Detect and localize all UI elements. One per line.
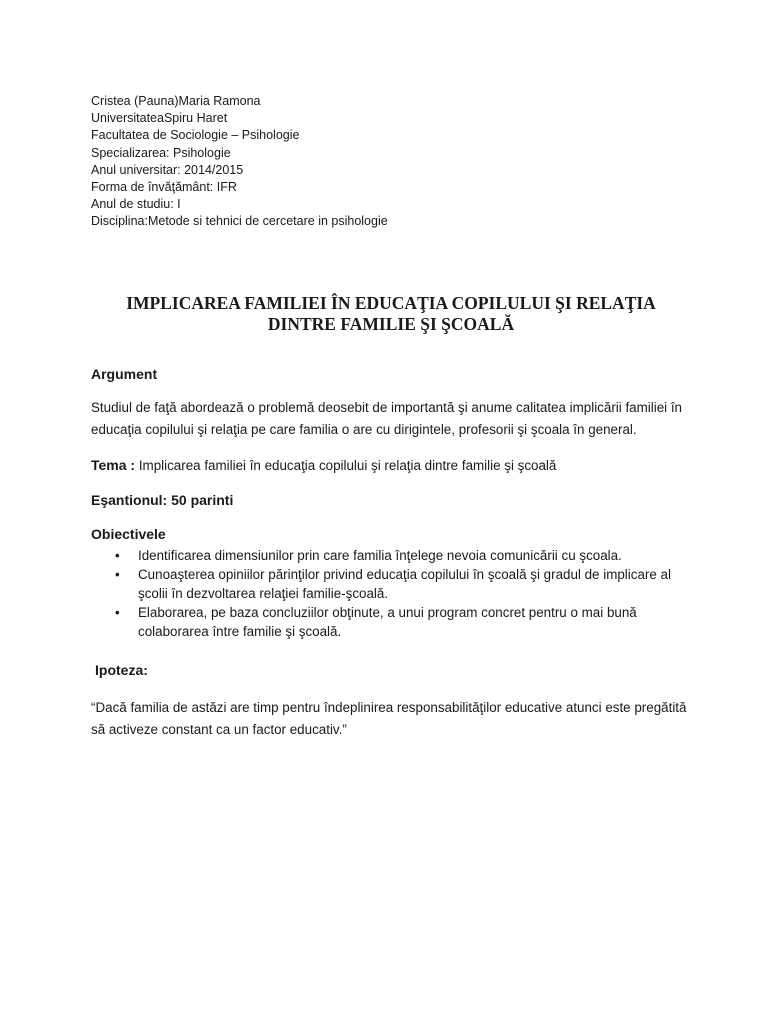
education-form: Forma de învăţământ: IFR bbox=[91, 180, 237, 195]
academic-year: Anul universitar: 2014/2015 bbox=[91, 162, 244, 177]
objectives-list bbox=[91, 546, 691, 641]
argument-text: Studiul de faţă abordează o problemă deosebit de importantă şi anume calitatea implicării familiei în educaţia copilului şi relaţia pe care familia o are cu dirigintele, profesorii şi şcoala în general. bbox=[91, 399, 683, 438]
hypothesis-heading: Ipoteza: bbox=[95, 661, 148, 678]
argument-heading: Argument bbox=[91, 365, 158, 382]
faculty: Facultatea de Sociologie – Psihologie bbox=[91, 128, 300, 143]
objective-text: Identificarea dimensiunilor prin care familia înţelege nevoia comunicării cu şcoala. bbox=[138, 547, 622, 563]
objective-item bbox=[91, 603, 698, 641]
bullet-icon: • bbox=[115, 566, 120, 582]
document-page bbox=[91, 93, 691, 742]
bullet-icon: • bbox=[115, 604, 120, 620]
study-year: Anul de studiu: I bbox=[91, 197, 181, 212]
title-line-2: DINTRE FAMILIE ŞI ŞCOALĂ bbox=[267, 313, 515, 334]
objective-text: Cunoaşterea opiniilor părinţilor privind educaţia copilului în şcoală şi gradul de implicare al şcolii în dezvoltarea relaţiei familie-şcoală. bbox=[138, 566, 671, 601]
document-title bbox=[79, 293, 703, 335]
sample-heading: Eşantionul: 50 parinti bbox=[91, 491, 234, 508]
tema-text: Implicarea familiei în educaţia copilului şi relaţia dintre familie şi şcoală bbox=[138, 457, 557, 473]
specialization: Specializarea: Psihologie bbox=[91, 145, 231, 160]
discipline: Disciplina:Metode si tehnici de cercetare in psihologie bbox=[91, 214, 388, 229]
university: UniversitateaSpiru Haret bbox=[91, 111, 228, 126]
objective-text: Elaborarea, pe baza concluziilor obţinute, a unui program concret pentru o mai bună colaborarea între familie şi şcoală. bbox=[138, 604, 637, 639]
title-line-1: IMPLICAREA FAMILIEI ÎN EDUCAŢIA COPILULUI ŞI RELAŢIA bbox=[126, 292, 656, 313]
hypothesis-text: “Dacă familia de astăzi are timp pentru îndeplinirea responsabilităţilor educative atunci este pregătită să activeze constant ca un factor educativ.” bbox=[91, 699, 687, 738]
author-info bbox=[91, 93, 691, 231]
objective-item bbox=[91, 565, 698, 603]
author-name: Cristea (Pauna)Maria Ramona bbox=[91, 94, 261, 108]
bullet-icon: • bbox=[115, 547, 120, 563]
objectives-heading: Obiectivele bbox=[91, 525, 166, 542]
tema-line bbox=[91, 456, 691, 475]
objective-item bbox=[91, 546, 698, 565]
tema-label: Tema : bbox=[91, 456, 136, 473]
